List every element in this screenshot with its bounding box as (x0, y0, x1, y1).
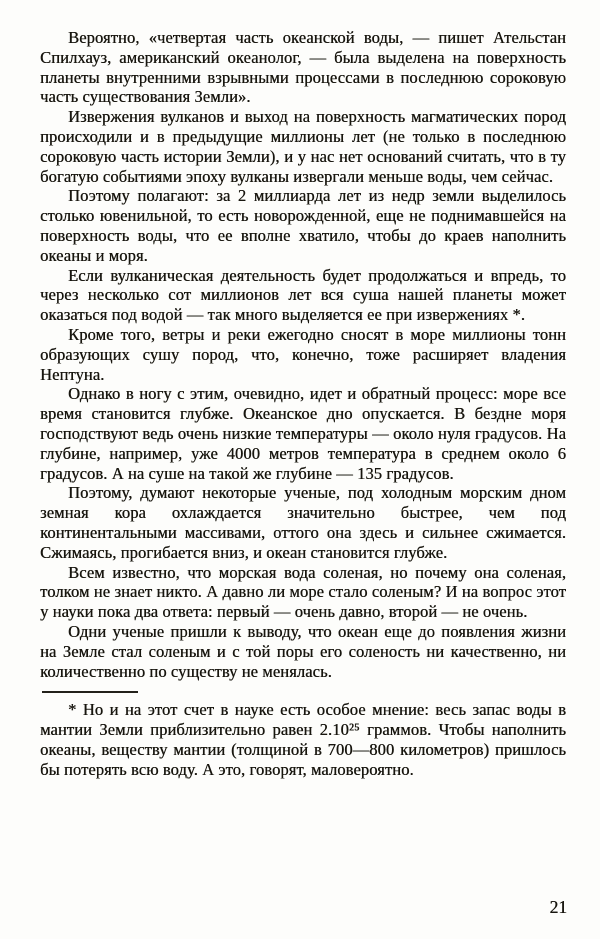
paragraph: Всем известно, что морская вода соленая, но почему она соленая, толком не знает никто. А давно ли море стало соленым? И на вопрос этот у науки пока два ответа: первый — очень давно, второй — не очень. (40, 562, 566, 622)
paragraph: Если вулканическая деятельность будет продолжаться и впредь, то через несколько сот миллионов лет вся суша нашей планеты может оказаться под водой — так много выделяется ее при извержениях *. (40, 265, 566, 325)
paragraph: Кроме того, ветры и реки ежегодно сносят в море миллионы тонн образующих сушу пород, что, конечно, тоже расширяет владения Нептуна. (40, 324, 566, 384)
body-text-block (40, 28, 566, 779)
paragraph: Вероятно, «четвертая часть океанской воды, — пишет Ательстан Спилхауз, американский океанолог, — была выделена на поверхность планеты внутренними взрывными процессами в последнюю сороковую часть существования Земли». (40, 28, 566, 107)
paragraph: Однако в ногу с этим, очевидно, идет и обратный процесс: море все время становится глубже. Океанское дно опускается. В бездне моря господствуют ведь очень низкие температуры — около нуля градусов. На глубине, например, уже 4000 метров температура в среднем около 6 градусов. А на суше на такой же глубине — 135 градусов. (40, 384, 566, 483)
paragraph: Одни ученые пришли к выводу, что океан еще до появления жизни на Земле стал соленым и с той поры его соленость ни качественно, ни количественно по существу не менялась. (40, 621, 566, 681)
paragraph: Извержения вулканов и выход на поверхность магматических пород происходили и в предыдущие миллионы лет (не только в последнюю сороковую часть истории Земли), и у нас нет оснований считать, что в ту богатую событиями эпоху вулканы извергали меньше воды, чем сейчас. (40, 107, 566, 186)
paragraph: Поэтому, думают некоторые ученые, под холодным морским дном земная кора охлаждается значительно быстрее, чем под континентальными массивами, оттого она здесь и сильнее сжимается. Сжимаясь, прогибается вниз, и океан становится глубже. (40, 483, 566, 562)
footnote-text: * Но и на этот счет в науке есть особое мнение: весь запас воды в мантии Земли приблизительно равен 2.10²⁵ граммов. Чтобы наполнить океаны, веществу мантии (толщиной в 700—800 километров) пришлось бы потерять всю воду. А это, говорят, маловероятно. (40, 700, 566, 779)
paragraph: Поэтому полагают: за 2 миллиарда лет из недр земли выделилось столько ювенильной, то есть новорожденной, еще не поднимавшейся на поверхность воды, что ее вполне хватило, чтобы до краев наполнить океаны и моря. (40, 186, 566, 265)
footnote-divider (42, 691, 138, 693)
footnote (40, 691, 566, 779)
page-number: 21 (549, 897, 567, 917)
